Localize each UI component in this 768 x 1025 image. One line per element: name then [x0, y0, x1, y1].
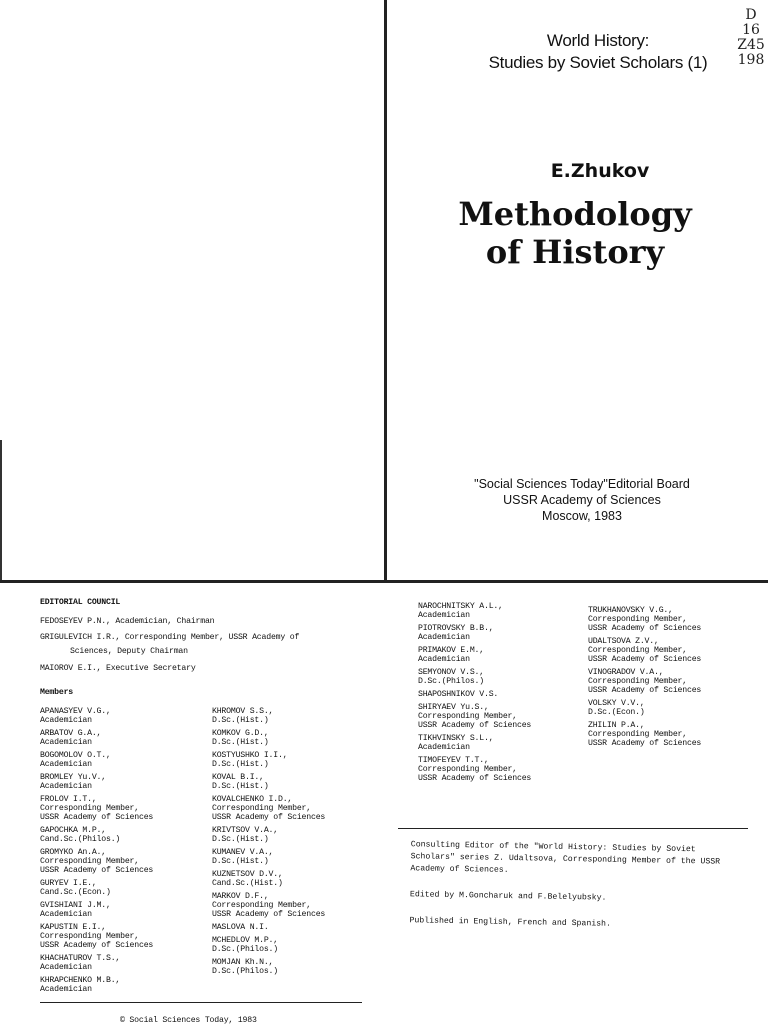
member-entry [40, 848, 210, 875]
credits-block [409, 839, 729, 947]
member-title: Corresponding Member, [418, 712, 517, 721]
member-name: KAPUSTIN E.I., [40, 923, 106, 932]
member-entry [418, 668, 588, 686]
member-title: USSR Academy of Sciences [418, 721, 532, 730]
member-title: USSR Academy of Sciences [418, 774, 532, 783]
member-title: Corresponding Member, [418, 765, 517, 774]
member-entry [212, 773, 382, 791]
member-name: ZHILIN P.A., [588, 721, 645, 730]
council-heading: EDITORIAL COUNCIL [40, 598, 121, 607]
member-name: APANASYEV V.G., [40, 707, 111, 716]
member-entry [40, 751, 210, 769]
member-entry [212, 958, 382, 976]
book-title-line-2: of History [485, 233, 665, 271]
book-title-line-1: Methodology [458, 195, 692, 233]
members-column-3 [418, 602, 588, 787]
member-name: MARKOV D.F., [212, 892, 269, 901]
call-number-line: 198 [737, 52, 765, 68]
member-name: GVISHIANI J.M., [40, 901, 111, 910]
member-title: USSR Academy of Sciences [588, 624, 702, 633]
member-name: TIMOFEYEV T.T., [418, 756, 489, 765]
council-secretary: MAIOROV E.I., Executive Secretary [40, 664, 196, 673]
member-entry [588, 637, 763, 664]
member-entry [418, 734, 588, 752]
member-title: Academician [418, 655, 470, 664]
member-name: KHRAPCHENKO M.B., [40, 976, 121, 985]
member-entry [40, 729, 210, 747]
member-entry [40, 707, 210, 725]
publisher-block [462, 476, 702, 524]
member-title: Cand.Sc.(Econ.) [40, 888, 111, 897]
page-edge [0, 440, 2, 580]
member-title: D.Sc.(Philos.) [212, 945, 278, 954]
member-title: D.Sc.(Hist.) [212, 738, 269, 747]
council-deputy: GRIGULEVICH I.R., Corresponding Member, USSR Academy of [40, 633, 300, 642]
member-title: Corresponding Member, [588, 646, 687, 655]
member-name: KOVALCHENKO I.D., [212, 795, 293, 804]
member-name: BROMLEY Yu.V., [40, 773, 106, 782]
member-title: Academician [40, 963, 92, 972]
footer-rule [40, 1002, 362, 1003]
book-title [455, 195, 695, 271]
member-title: Academician [418, 633, 470, 642]
member-name: KHACHATUROV T.S., [40, 954, 121, 963]
member-name: GURYEV I.E., [40, 879, 97, 888]
series-line-1: World History: [546, 31, 650, 50]
handwritten-call-number [736, 8, 766, 68]
credits-rule [398, 828, 748, 829]
member-name: PIOTROVSKY B.B., [418, 624, 494, 633]
call-number-line: D [745, 7, 757, 23]
member-entry [588, 721, 763, 748]
member-name: ARBATOV G.A., [40, 729, 102, 738]
member-title: USSR Academy of Sciences [588, 686, 702, 695]
member-title: USSR Academy of Sciences [588, 739, 702, 748]
publisher-line-1: "Social Sciences Today"Editorial Board [474, 477, 690, 491]
member-title: USSR Academy of Sciences [588, 655, 702, 664]
member-name: MOMJAN Kh.N., [212, 958, 274, 967]
member-entry [40, 773, 210, 791]
member-entry [212, 848, 382, 866]
member-title: D.Sc.(Hist.) [212, 857, 269, 866]
member-title: D.Sc.(Hist.) [212, 760, 269, 769]
consulting-editor-note: Consulting Editor of the "World History: Studies by Soviet Scholars" series Z. Udaltsova, Corresponding Member of the USSR Academy of Sciences. [410, 840, 721, 875]
member-entry [588, 606, 763, 633]
member-entry [40, 954, 210, 972]
series-title [478, 30, 718, 74]
member-entry [212, 795, 382, 822]
member-entry [418, 646, 588, 664]
member-title: D.Sc.(Econ.) [588, 708, 645, 717]
member-entry [40, 901, 210, 919]
member-name: KRIVTSOV V.A., [212, 826, 278, 835]
series-line-2: Studies by Soviet Scholars (1) [488, 53, 708, 72]
member-name: VINOGRADOV V.A., [588, 668, 664, 677]
member-entry [40, 923, 210, 950]
member-title: USSR Academy of Sciences [212, 813, 326, 822]
member-name: SEMYONOV V.S., [418, 668, 484, 677]
member-title: Corresponding Member, [40, 804, 139, 813]
member-entry [40, 976, 210, 994]
members-column-2 [212, 707, 382, 980]
member-entry [212, 729, 382, 747]
member-title: Academician [40, 985, 92, 994]
member-name: KOSTYUSHKO I.I., [212, 751, 288, 760]
member-name: TRUKHANOVSKY V.G., [588, 606, 673, 615]
member-title: Corresponding Member, [40, 857, 139, 866]
member-entry [212, 870, 382, 888]
member-title: D.Sc.(Philos.) [212, 967, 278, 976]
member-name: KUZNETSOV D.V., [212, 870, 283, 879]
member-entry [418, 703, 588, 730]
member-title: D.Sc.(Hist.) [212, 782, 269, 791]
members-column-4 [588, 606, 763, 752]
member-title: USSR Academy of Sciences [212, 910, 326, 919]
member-title: USSR Academy of Sciences [40, 866, 154, 875]
member-name: KUMANEV V.A., [212, 848, 274, 857]
members-column-1 [40, 707, 210, 998]
member-title: D.Sc.(Hist.) [212, 835, 269, 844]
member-entry [212, 936, 382, 954]
member-name: UDALTSOVA Z.V., [588, 637, 659, 646]
publisher-line-3: Moscow, 1983 [542, 509, 622, 523]
member-entry [418, 690, 588, 699]
author-name: E.Zhukov [550, 160, 650, 182]
member-name: TIKHVINSKY S.L., [418, 734, 494, 743]
page-separator [0, 580, 768, 583]
member-name: FROLOV I.T., [40, 795, 97, 804]
member-entry [418, 756, 588, 783]
member-entry [40, 826, 210, 844]
member-title: Cand.Sc.(Hist.) [212, 879, 283, 888]
member-title: USSR Academy of Sciences [40, 941, 154, 950]
member-name: PRIMAKOV E.M., [418, 646, 484, 655]
member-name: KOMKOV G.D., [212, 729, 269, 738]
member-entry [212, 751, 382, 769]
member-name: SHIRYAEV Yu.S., [418, 703, 489, 712]
member-title: Corresponding Member, [588, 615, 687, 624]
call-number-line: Z45 [737, 37, 765, 53]
member-entry [418, 602, 588, 620]
call-number-line: 16 [742, 22, 760, 38]
member-entry [40, 879, 210, 897]
member-entry [418, 624, 588, 642]
member-title: Corresponding Member, [588, 730, 687, 739]
member-title: Academician [40, 782, 92, 791]
member-name: MASLOVA N.I. [212, 923, 269, 932]
members-label: Members [40, 688, 73, 697]
member-title: Corresponding Member, [588, 677, 687, 686]
member-title: Academician [418, 611, 470, 620]
page-gutter [384, 0, 387, 580]
member-title: D.Sc.(Philos.) [418, 677, 484, 686]
member-entry [212, 707, 382, 725]
member-title: Academician [40, 738, 92, 747]
council-deputy-cont: Sciences, Deputy Chairman [70, 647, 188, 656]
member-title: D.Sc.(Hist.) [212, 716, 269, 725]
published-note: Published in English, French and Spanish. [409, 916, 611, 929]
member-name: GAPOCHKA M.P., [40, 826, 106, 835]
member-title: Academician [418, 743, 470, 752]
edited-by-note: Edited by M.Goncharuk and F.Belelyubsky. [409, 890, 607, 903]
member-title: Corresponding Member, [40, 932, 139, 941]
member-title: Academician [40, 716, 92, 725]
member-entry [588, 668, 763, 695]
member-entry [212, 892, 382, 919]
member-title: Corresponding Member, [212, 804, 311, 813]
member-entry [212, 826, 382, 844]
member-title: Academician [40, 910, 92, 919]
publisher-line-2: USSR Academy of Sciences [503, 493, 661, 507]
member-entry [588, 699, 763, 717]
member-name: KHROMOV S.S., [212, 707, 274, 716]
member-name: MCHEDLOV M.P., [212, 936, 278, 945]
member-title: Cand.Sc.(Philos.) [40, 835, 121, 844]
member-name: SHAPOSHNIKOV V.S. [418, 690, 499, 699]
member-name: VOLSKY V.V., [588, 699, 645, 708]
member-name: NAROCHNITSKY A.L., [418, 602, 503, 611]
member-entry [40, 795, 210, 822]
copyright-line: © Social Sciences Today, 1983 [120, 1016, 257, 1025]
member-name: GROMYKO An.A., [40, 848, 106, 857]
member-name: BOGOMOLOV O.T., [40, 751, 111, 760]
member-title: USSR Academy of Sciences [40, 813, 154, 822]
member-title: Corresponding Member, [212, 901, 311, 910]
member-title: Academician [40, 760, 92, 769]
member-entry [212, 923, 382, 932]
council-chairman: FEDOSEYEV P.N., Academician, Chairman [40, 617, 215, 626]
member-name: KOVAL B.I., [212, 773, 264, 782]
